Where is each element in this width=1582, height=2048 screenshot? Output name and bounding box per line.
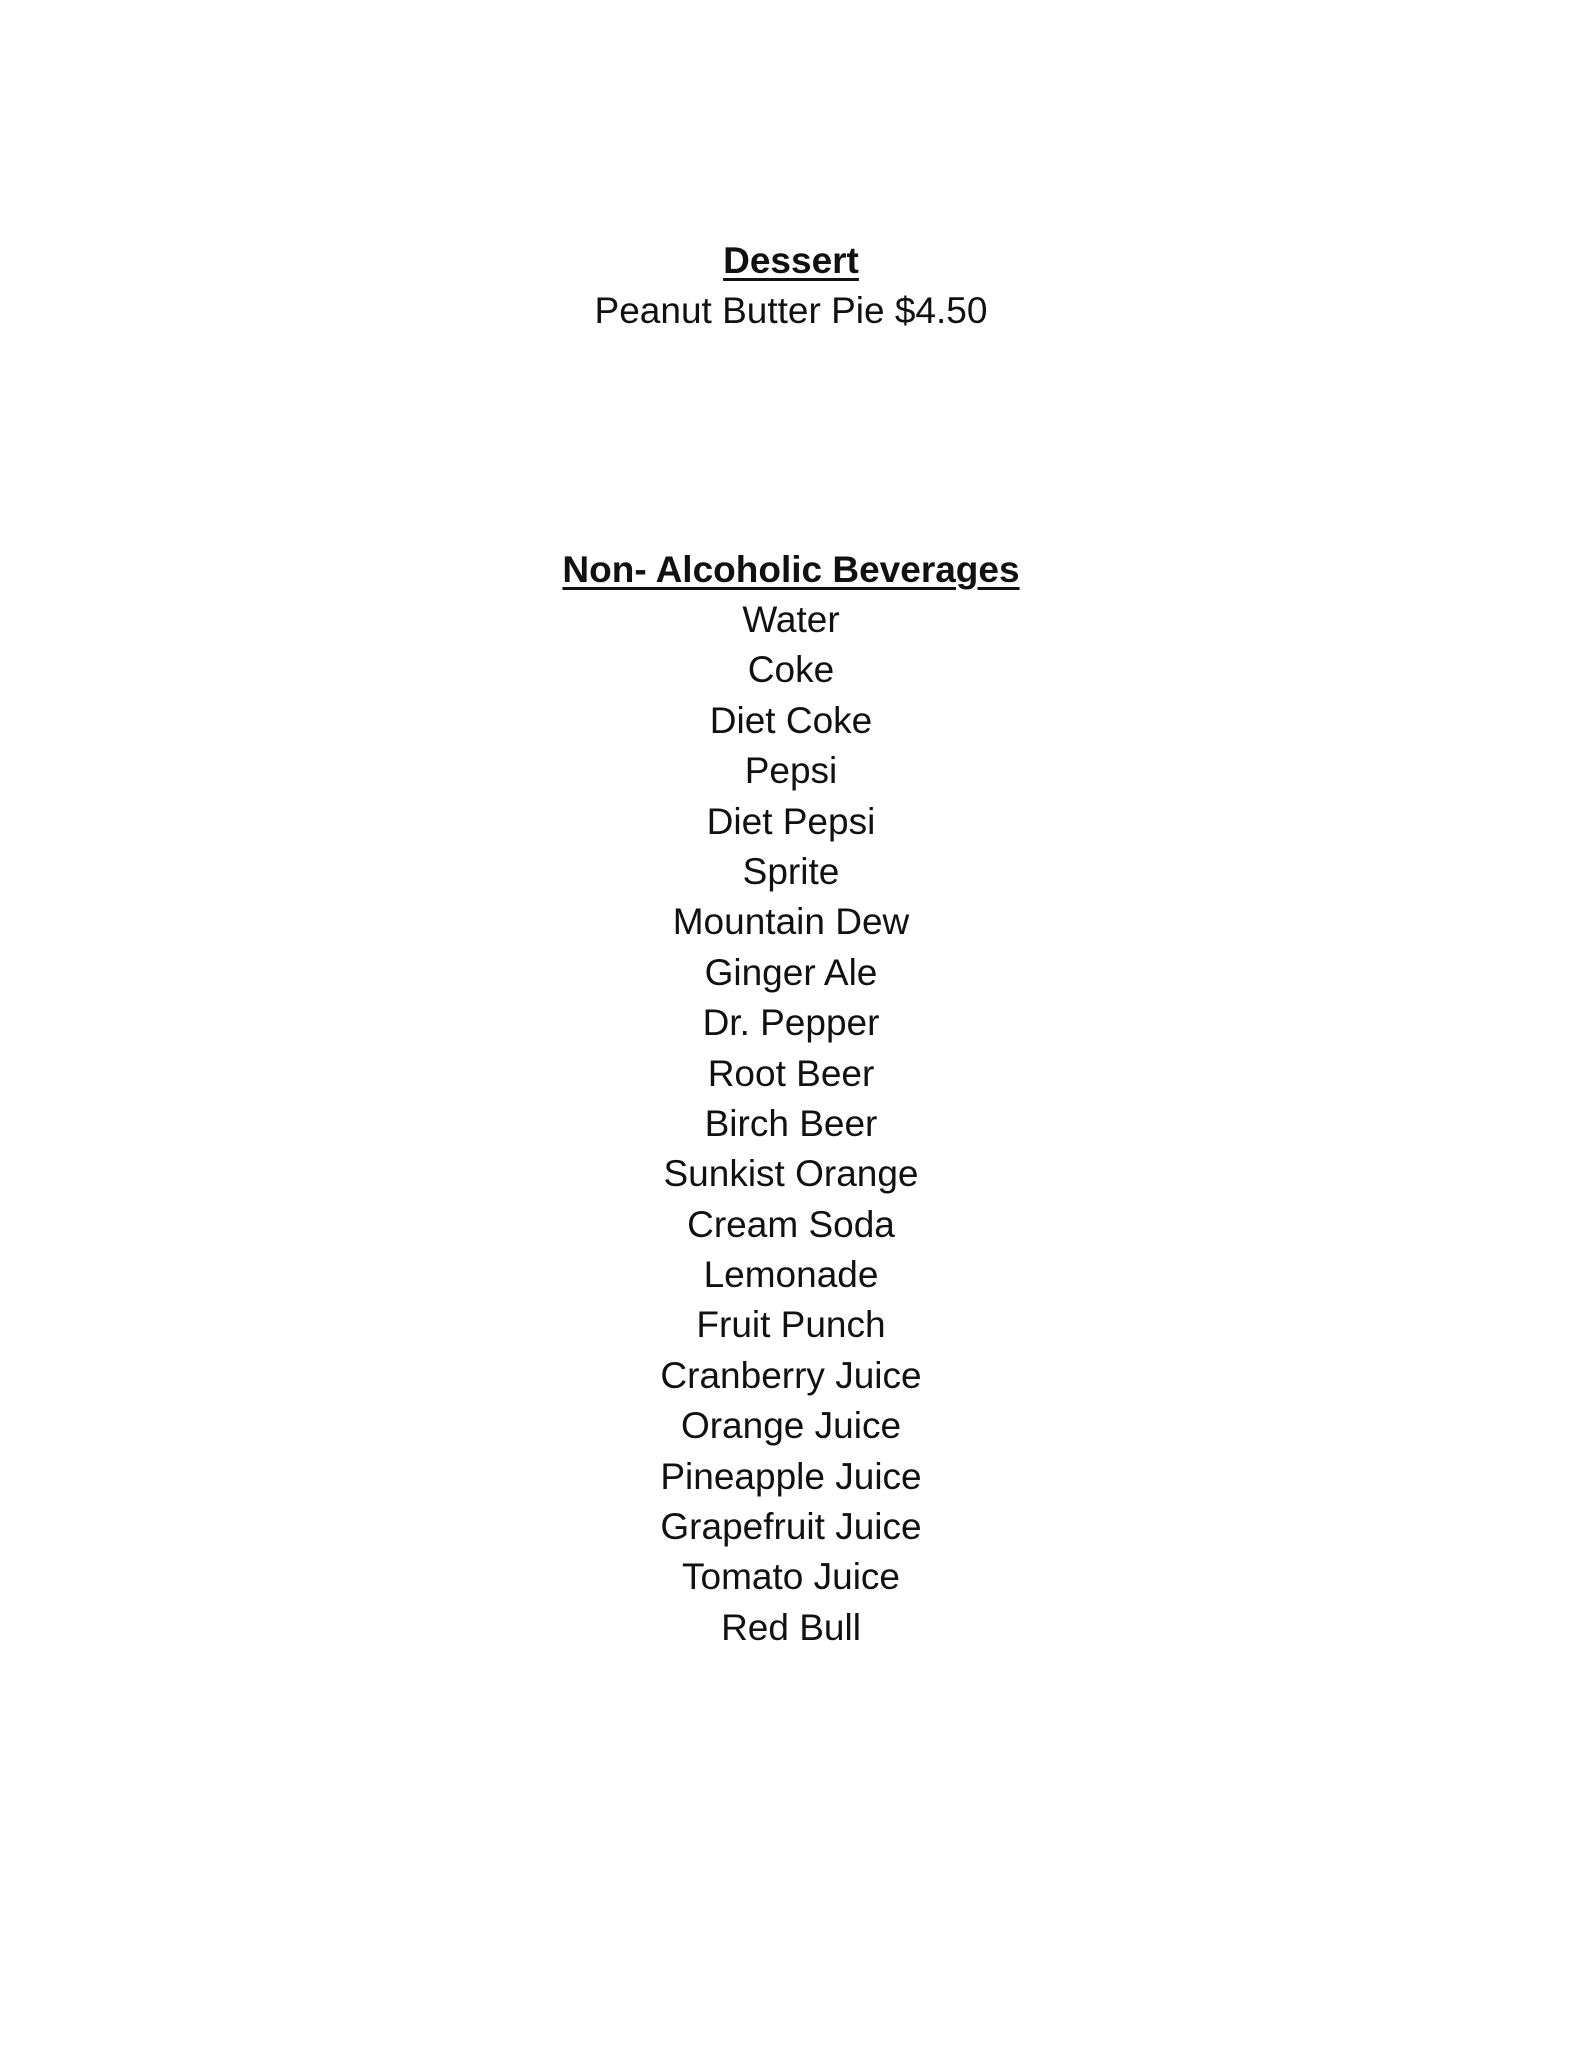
beverage-item: Sunkist Orange (663, 1153, 919, 1195)
beverage-item: Cream Soda (687, 1203, 895, 1245)
dessert-item: Peanut Butter Pie $4.50 (594, 290, 988, 331)
beverages-list (0, 595, 1582, 1653)
beverage-item: Root Beer (707, 1052, 875, 1094)
beverage-item: Coke (747, 649, 835, 691)
beverages-section (0, 545, 1582, 1653)
beverage-item: Fruit Punch (696, 1304, 886, 1346)
beverage-item: Orange Juice (680, 1405, 902, 1447)
beverage-item: Tomato Juice (682, 1556, 900, 1598)
beverage-item: Lemonade (703, 1254, 879, 1296)
beverages-heading: Non- Alcoholic Beverages (562, 549, 1020, 590)
beverage-item: Water (742, 599, 840, 640)
dessert-section (0, 236, 1582, 336)
beverage-item: Pepsi (744, 750, 838, 792)
beverage-item: Birch Beer (704, 1102, 878, 1144)
beverage-item: Grapefruit Juice (660, 1506, 922, 1548)
beverage-item: Diet Pepsi (706, 800, 876, 842)
beverage-item: Pineapple Juice (660, 1455, 922, 1497)
dessert-heading: Dessert (723, 240, 859, 281)
beverage-item: Ginger Ale (704, 951, 878, 993)
beverage-item: Diet Coke (709, 699, 873, 741)
beverage-item: Dr. Pepper (702, 1002, 880, 1044)
beverage-item: Cranberry Juice (660, 1354, 922, 1396)
beverage-item: Red Bull (721, 1606, 861, 1648)
beverage-item: Sprite (742, 850, 840, 892)
beverage-item: Mountain Dew (672, 901, 910, 943)
